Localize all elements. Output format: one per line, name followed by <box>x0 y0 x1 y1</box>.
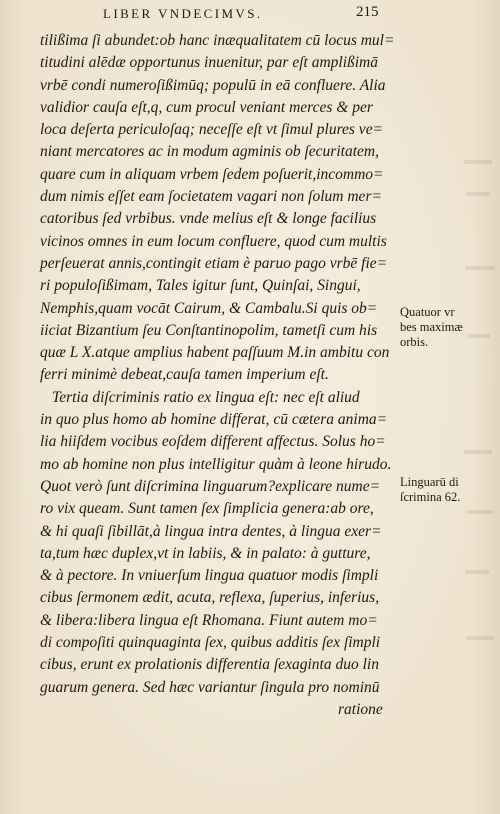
text-line: quare cum in aliquam vrbem ſedem poſuerit,incommo= <box>40 165 384 183</box>
margin-note-line: Linguarū di <box>400 475 459 489</box>
text-line: catoribus ſed vrbibus. vnde melius eſt & longe facilius <box>40 210 377 228</box>
text-line: quæ L X.atque amplius habent paſſuum M.in ambitu con <box>40 344 390 362</box>
text-line: di compoſiti quinquaginta ſex, quibus additis ſex ſimpli <box>40 634 381 652</box>
text-line: Quot verò ſunt diſcrimina linguarum?explicare nume= <box>40 477 381 495</box>
text-line: validior cauſa eſt,q, cum procul veniant merces & per <box>40 98 373 116</box>
text-line: guarum genera. Sed hæc variantur ſingula pro nominū <box>40 678 380 696</box>
text-line: dum nimis eſſet eam ſocietatem vagari non ſolum mer= <box>40 188 382 206</box>
text-line: ro vix queam. Sunt tamen ſex ſimplicia genera:ab ore, <box>40 500 374 518</box>
running-head: LIBER VNDECIMVS. <box>103 6 263 21</box>
text-line: loca deſerta periculoſaq; neceſſe eſt vt ſimul plures ve= <box>40 121 384 139</box>
text-line: ferri minimè debeat,cauſa tamen imperium eſt. <box>40 366 329 384</box>
text-line: perſeuerat annis,contingit etiam è paruo pago vrbē fie= <box>40 254 388 272</box>
text-line: & à pectore. In vniuerſum lingua quatuor modis ſimpli <box>40 567 379 585</box>
margin-note-line: ſcrimina 62. <box>400 490 461 504</box>
margin-note-line: bes maximæ <box>400 320 463 334</box>
text-line: tilißima ſi abundet:ob hanc inæqualitatem cū locus mul= <box>40 32 395 49</box>
margin-note-cities <box>400 305 463 350</box>
text-line: niant mercatores ac in modum agminis ob ſecuritatem, <box>40 143 379 161</box>
text-line: ri populoſißimam, Tales igitur ſunt, Quinſai, Singui, <box>40 277 361 295</box>
text-line: ta,tum hæc duplex,vt in labiis, & in palato: à gutture, <box>40 544 371 562</box>
text-line: in quo plus homo ab homine differat, cū cætera anima= <box>40 411 388 429</box>
text-line: titudini alēdæ opportunus inuenitur, par eſt amplißimā <box>40 54 378 72</box>
main-text-block <box>40 30 400 721</box>
margin-note-languages <box>400 475 460 505</box>
text-line: vrbē condi numeroſißimūq; populū in eā confluere. Alia <box>40 76 386 94</box>
margin-note-line: orbis. <box>400 335 429 349</box>
text-line: & libera:libera lingua eſt Rhomana. Fiunt autem mo= <box>40 611 378 629</box>
text-line: mo ab homine non plus intelligitur quàm à leone hirudo. <box>40 455 392 473</box>
margin-note-line: Quatuor vr <box>400 305 455 319</box>
text-line: & hi quaſi ſibillāt,à lingua intra dentes, à lingua exer= <box>40 522 382 540</box>
catchword: ratione <box>338 700 383 718</box>
text-line: iiciat Bizantium ſeu Conſtantinopolim, tametſi cum his <box>40 321 378 339</box>
show-through-texture <box>462 150 498 670</box>
paragraph-start-line: Tertia diſcriminis ratio ex lingua eſt: nec eſt aliud <box>52 388 360 406</box>
text-line: Nemphis,quam vocāt Cairum, & Cambalu.Si quis ob= <box>40 299 378 317</box>
text-line: lia hiiſdem vocibus eoſdem different affectus. Solus ho= <box>40 433 386 451</box>
page-number: 215 <box>356 4 379 20</box>
text-line: vicinos omnes in eum locum confluere, quod cum multis <box>40 232 387 250</box>
text-line: cibus, erunt ex prolationis differentia ſexaginta duo lin <box>40 656 379 674</box>
text-line: cibus ſermonem ædit, acuta, reflexa, ſuperius, inferius, <box>40 589 380 607</box>
